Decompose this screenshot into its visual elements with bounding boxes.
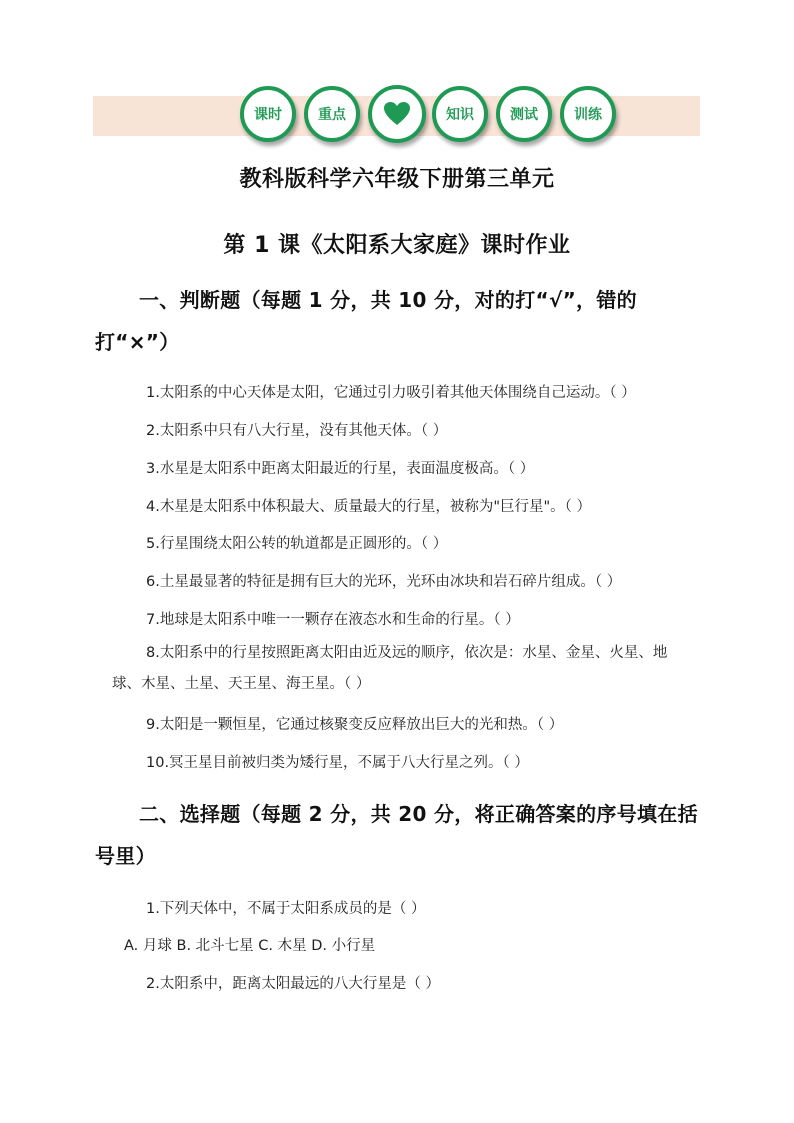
judge-question-7: 7.地球是太阳系中唯一一颗存在液态水和生命的行星。（ ） [146, 612, 520, 628]
judge-question-3: 3.水星是太阳系中距离太阳最近的行星，表面温度极高。（ ） [146, 461, 535, 477]
section-1-heading: 一、判断题（每题 1 分，共 10 分，对的打“√”，错的打“×”） [95, 288, 637, 354]
heart-icon [384, 102, 410, 126]
badge-xunlian: 训练 [560, 86, 616, 142]
judge-question-9: 9.太阳是一颗恒星，它通过核聚变反应释放出巨大的光和热。（ ） [146, 717, 564, 733]
choice-question-1-options: A. 月球 B. 北斗七星 C. 木星 D. 小行星 [124, 938, 376, 954]
choice-question-1: 1.下列天体中，不属于太阳系成员的是（ ） [146, 901, 426, 917]
judge-question-10: 10.冥王星目前被归类为矮行星，不属于八大行星之列。（ ） [146, 755, 529, 771]
lesson-title: 第 1 课《太阳系大家庭》课时作业 [223, 233, 571, 258]
badge-zhishi: 知识 [432, 86, 488, 142]
judge-question-6: 6.土星最显著的特征是拥有巨大的光环，光环由冰块和岩石碎片组成。（ ） [146, 574, 622, 590]
judge-question-4: 4.木星是太阳系中体积最大、质量最大的行星，被称为"巨行星"。（ ） [146, 499, 592, 515]
badge-zhongdian: 重点 [304, 86, 360, 142]
badge-keshi: 课时 [240, 86, 296, 142]
document-title: 教科版科学六年级下册第三单元 [239, 167, 555, 192]
section-2-heading: 二、选择题（每题 2 分，共 20 分，将正确答案的序号填在括号里） [95, 802, 698, 868]
choice-question-2: 2.太阳系中，距离太阳最远的八大行星是（ ） [146, 976, 440, 992]
judge-question-5: 5.行星围绕太阳公转的轨道都是正圆形的。（ ） [146, 536, 448, 552]
badge-ceshi: 测试 [496, 86, 552, 142]
badge-heart [368, 85, 426, 143]
judge-question-8: 8.太阳系中的行星按照距离太阳由近及远的顺序，依次是：水星、金星、火星、地球、木星、土星、天王星、海王星。（ ） [112, 645, 668, 692]
judge-question-2: 2.太阳系中只有八大行星，没有其他天体。（ ） [146, 423, 448, 439]
judge-question-1: 1.太阳系的中心天体是太阳，它通过引力吸引着其他天体围绕自己运动。（ ） [146, 385, 636, 401]
